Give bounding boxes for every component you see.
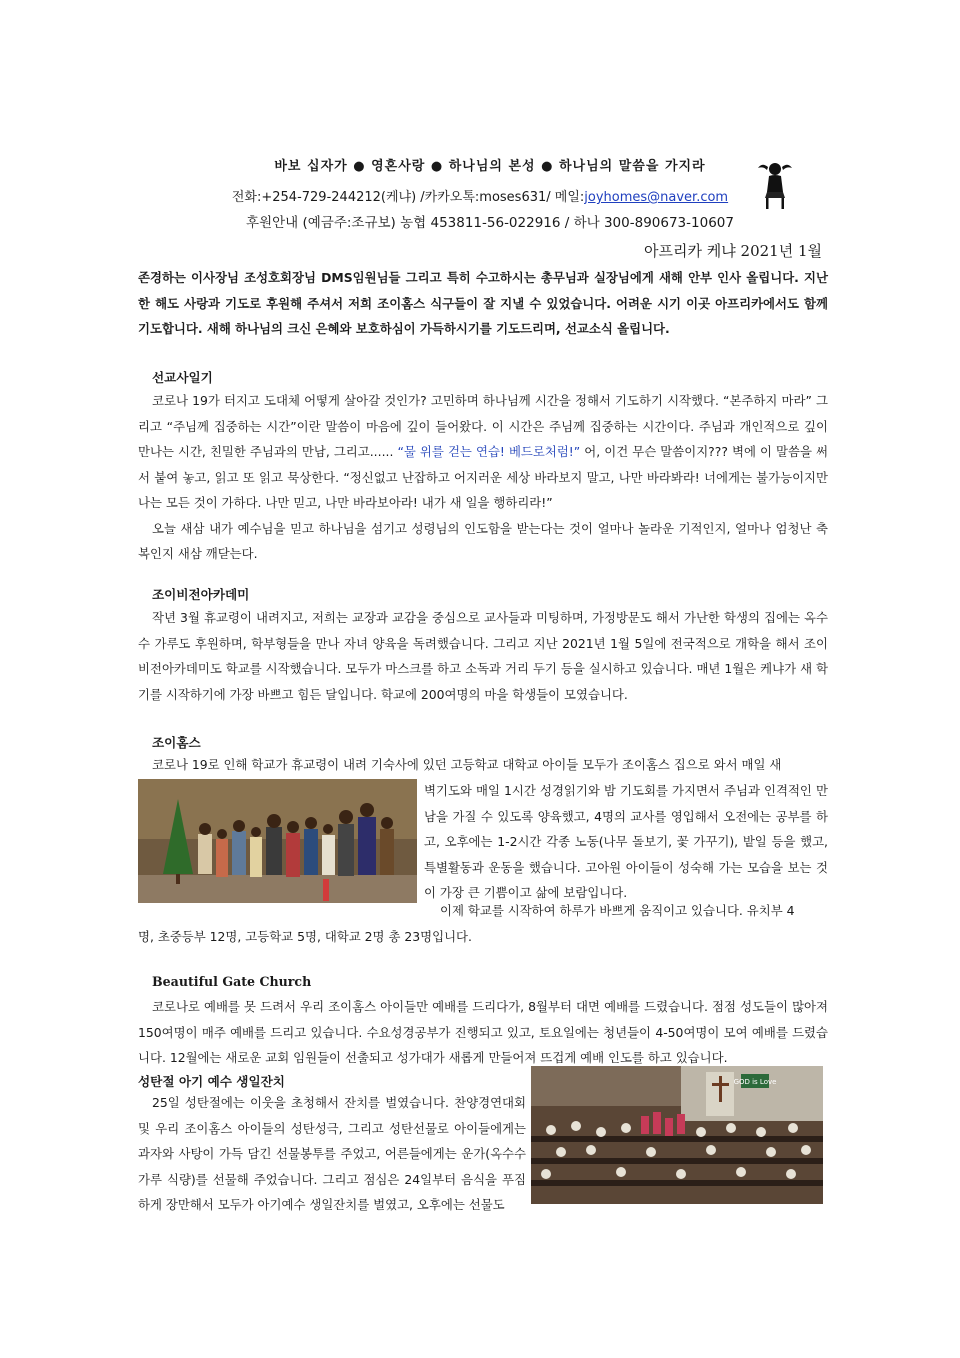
diary-quote: “물 위를 걷는 연습! 베드로처럼!” [397,444,581,459]
diary-section [138,388,828,567]
section-title-church: Beautiful Gate Church [152,974,312,989]
church-paragraph: 코로나로 예배를 못 드려서 우리 조이홈스 아이들만 예배를 드리다가, 8월부터 대면 예배를 드렸습니다. 점점 성도들이 많아져 150여명이 매주 예배를 드리고 있습니다. 수요성경공부가 진행되고 있고, 토요일에는 청년들이 4-50여명이 모여 예배를 드렸습니다. 12월에는 새로운 교회 임원들이 선출되고 성가대가 새롭게 만들어져 뜨겁게 예배 인도를 하고 있습니다. [138,999,828,1065]
section-title-christmas: 성탄절 아기 예수 생일잔치 [138,1074,285,1089]
diary-paragraph-1 [138,388,828,516]
section-title-academy: 조이비전아카데미 [152,587,250,602]
church-sign-text: GOD is Love [733,1078,777,1086]
christmas-text: 25일 성탄절에는 이웃을 초청해서 잔치를 벌였습니다. 찬양경연대회 및 우리 조이홈스 아이들의 성탄성극, 그리고 성탄선물로 아이들에게는 과자와 사탕이 가득 담긴 선물봉투를 주었고, 어른들에게는 운가(옥수수가루 식량)를 선물해 주었습니다. 그리고 점심은 24일부터 음식을 푸짐하게 장만해서 모두가 아기예수 생일잔치를 벌였고, 오후에는 선물도 [138,1095,526,1212]
section-title-joyhomes: 조이홈스 [152,735,201,750]
academy-section [138,605,828,707]
christmas-paragraph [138,1090,526,1218]
diary-paragraph-2: 오늘 새삼 내가 예수님을 믿고 하나님을 섬기고 성령님의 인도함을 받는다는 것이 얼마나 놀라운 기적인지, 얼마나 엄청난 축복인지 새삼 깨닫는다. [138,520,828,561]
joyhomes-tail [138,898,828,949]
children-christmas-photo [138,779,417,903]
diary-text-b: 어, 이건 무슨 말씀이지??? 벽에 이 말씀을 써서 붙여 놓고, 읽고 또 읽고 묵상한다. “정신없고 난잡하고 어지러운 세상 바라보지 말고, 나만 바라봐라! 너에게는 불가능이지만 나는 모든 것이 가하다. 나만 믿고, 나만 바라보아라! 내가 새 일을 행하리라!” [138,444,828,510]
church-section [138,994,828,1071]
church-congregation-photo [531,1066,823,1204]
dateline: 아프리카 케냐 2021년 1월 [644,242,822,260]
contact-info: 전화:+254-729-244212(케냐) /카카오톡:moses631/ 메일: [231,190,585,205]
motto-banner: 바보 십자가 ● 영혼사랑 ● 하나님의 본성 ● 하나님의 말씀을 가지라 [274,159,706,174]
joyhomes-wrapped-text: 벽기도와 매일 1시간 성경읽기와 밤 기도회를 가지면서 주님과 인격적인 만남을 가질 수 있도록 양육했고, 4명의 교사를 영입해서 오전에는 공부를 하고, 오후에는 1-2시간 각종 노동(나무 돌보기, 꽃 가꾸기), 밭일 등을 했고, 특별활동과 운동을 했습니다. 고아원 아이들이 성숙해 가는 모습을 보는 것이 가장 큰 기쁨이고 삶에 보람입니다. [424,783,828,900]
contact-line [200,186,760,205]
support-account-line: 후원안내 (예금주:조규보) 농협 453811-56-022916 / 하나 300-890673-10607 [246,215,734,231]
joyhomes-text-line1: 코로나 19로 인해 학교가 휴교령이 내려 기숙사에 있던 고등학교 대학교 아이들 모두가 조이홈스 집으로 와서 매일 새 [152,757,782,772]
academy-paragraph: 작년 3월 휴교령이 내려지고, 저희는 교장과 교감을 중심으로 교사들과 미팅하며, 가정방문도 해서 가난한 학생의 집에는 옥수수 가루도 후원하며, 학부형들을 만나 자녀 양육을 독려했습니다. 그리고 지난 2021년 1월 5일에 전국적으로 개학을 해서 조이비전아카데미도 학교를 시작했습니다. 모두가 마스크를 하고 소독과 거리 두기 등을 실시하고 있습니다. 매년 1월은 케냐가 새 학기를 시작하기에 가장 바쁘고 힘든 달입니다. 학교에 200여명의 마을 학생들이 모였습니다. [138,610,828,702]
email-link[interactable]: joyhomes@naver.com [584,190,729,205]
praying-person-logo [754,160,796,210]
joyhomes-tail-a: 이제 학교를 시작하여 하루가 바쁘게 움직이고 있습니다. 유치부 4 [440,903,795,918]
diary-text-a: 코로나 19가 터지고 도대체 어떻게 살아갈 것인가? 고민하며 하나님께 시간을 정해서 기도하기 시작했다. “본주하지 마라” 그리고 “주님께 집중하는 시간”이란 말씀이 마음에 깊이 들어왔다. 이 시간은 주님께 집중하는 시간이다. 주님과 개인적으로 깊이 만나는 시간, 친밀한 주님과의 만남, 그리고...... [138,393,828,459]
joyhomes-tail-b: 명, 초중등부 12명, 고등학교 5명, 대학교 2명 총 23명입니다. [138,928,472,944]
joyhomes-line-1 [138,752,828,778]
section-title-diary: 선교사일기 [152,370,213,385]
intro-paragraph: 존경하는 이사장님 조성호회장님 DMS임원님들 그리고 특히 수고하시는 총무님과 실장님에게 새해 안부 인사 올립니다. 지난 한 해도 사랑과 기도로 후원해 주셔서 저희 조이홈스 식구들이 잘 지낼 수 있었습니다. 어려운 시기 이곳 아프리카에서도 함께 기도합니다. 새해 하나님의 크신 은혜와 보호하심이 가득하시기를 기도드리며, 선교소식 올립니다. [138,270,828,336]
